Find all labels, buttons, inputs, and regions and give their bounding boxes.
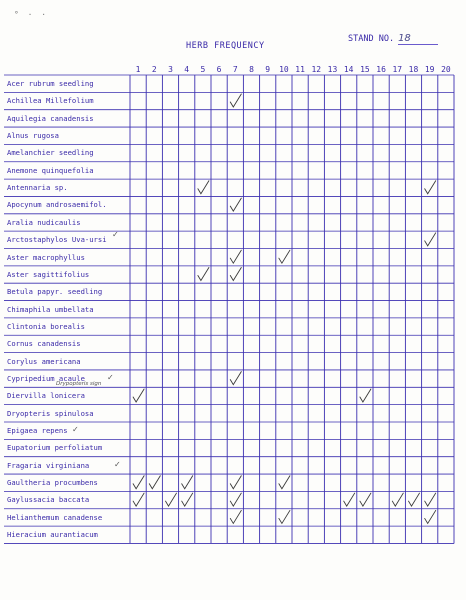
species-label: Eupatorium perfoliatum [7, 443, 103, 453]
column-number: 12 [311, 65, 322, 74]
check-mark [425, 510, 436, 523]
species-label: Acer rubrum seedling [7, 79, 94, 88]
check-mark [425, 493, 436, 506]
species-label: Fragaria virginiana [7, 460, 90, 470]
column-number: 16 [376, 65, 386, 74]
column-number: 1 [135, 65, 141, 74]
column-number: 7 [232, 65, 238, 74]
column-number: 13 [327, 65, 338, 74]
check-mark [230, 250, 241, 263]
column-number: 8 [249, 65, 254, 74]
check-mark [230, 476, 241, 489]
check-mark [198, 181, 209, 194]
species-label: Achillea Millefolium [7, 96, 94, 106]
species-label: Anemone quinquefolia [7, 165, 94, 175]
corner-marks: ° · · [14, 10, 49, 19]
stand-label: STAND NO. [348, 34, 395, 44]
margin-check-mark: ✓ [107, 372, 114, 382]
column-number: 4 [184, 65, 190, 74]
check-mark [344, 493, 355, 506]
check-mark [230, 94, 241, 107]
handwritten-note: Drypopteris sign [56, 380, 102, 387]
species-label: Amelanchier seedling [7, 148, 94, 158]
check-mark [425, 233, 436, 246]
species-label: Epigaea repens [7, 426, 68, 435]
stand-value: 18 [398, 33, 438, 45]
check-mark [198, 268, 209, 281]
check-mark [149, 476, 160, 489]
column-number: 19 [424, 65, 435, 74]
check-mark [230, 493, 241, 506]
column-number: 5 [200, 65, 206, 74]
species-label: Hieracium aurantiacum [7, 530, 98, 540]
species-label: Dryopteris spinulosa [7, 408, 94, 418]
species-label: Alnus rugosa [7, 131, 59, 141]
page-title: HERB FREQUENCY [186, 41, 265, 51]
column-number: 10 [279, 65, 289, 74]
margin-check-mark: ✓ [112, 230, 119, 240]
check-mark [230, 268, 241, 281]
column-number: 18 [408, 65, 419, 74]
check-mark [279, 250, 290, 263]
species-label: Apocynum androsaemifol. [7, 200, 107, 210]
species-label: Antennaria sp. [7, 183, 68, 193]
check-mark [279, 510, 290, 523]
check-mark [230, 372, 241, 385]
column-number: 20 [441, 65, 451, 74]
column-number: 2 [151, 65, 157, 74]
species-label: Diervilla lonicera [7, 391, 85, 401]
species-label: Clintonia borealis [7, 321, 85, 331]
check-mark [230, 510, 241, 523]
species-label: Gaultheria procumbens [7, 478, 98, 488]
column-number: 3 [168, 65, 173, 74]
check-mark [133, 476, 144, 489]
check-mark [392, 493, 403, 506]
species-label: Gaylussacia baccata [7, 495, 90, 505]
species-label: Betula papyr. seedling [7, 287, 103, 297]
species-label: Aquilegia canadensis [7, 113, 94, 123]
species-label: Chimaphila umbellata [7, 304, 94, 314]
margin-check-mark: ✓ [72, 425, 79, 434]
check-mark [182, 476, 193, 489]
margin-check-mark: ✓ [114, 459, 121, 469]
check-mark [133, 493, 144, 506]
column-number: 14 [343, 65, 354, 74]
column-number: 17 [392, 65, 403, 74]
species-label: Aralia nudicaulis [7, 217, 81, 227]
column-number: 6 [216, 65, 222, 74]
check-mark [133, 389, 144, 402]
check-mark [409, 493, 420, 506]
species-label: Aster sagittifolius [7, 269, 90, 279]
column-number: 9 [265, 65, 271, 74]
check-mark [182, 493, 193, 506]
check-mark [360, 493, 371, 506]
check-mark [279, 476, 290, 489]
check-mark [230, 198, 241, 211]
column-number: 15 [360, 65, 370, 74]
check-mark [425, 181, 436, 194]
species-label: Aster macrophyllus [7, 252, 85, 262]
column-number: 11 [295, 65, 305, 74]
species-label: Helianthemum canadense [7, 512, 103, 522]
check-mark [360, 389, 371, 402]
check-mark [166, 493, 177, 506]
species-label: Cornus canadensis [7, 339, 81, 349]
species-label: Cypripedium acaule [7, 373, 85, 383]
species-label: Corylus americana [7, 356, 81, 366]
species-label: Arctostaphylos Uva-ursi [7, 235, 107, 245]
